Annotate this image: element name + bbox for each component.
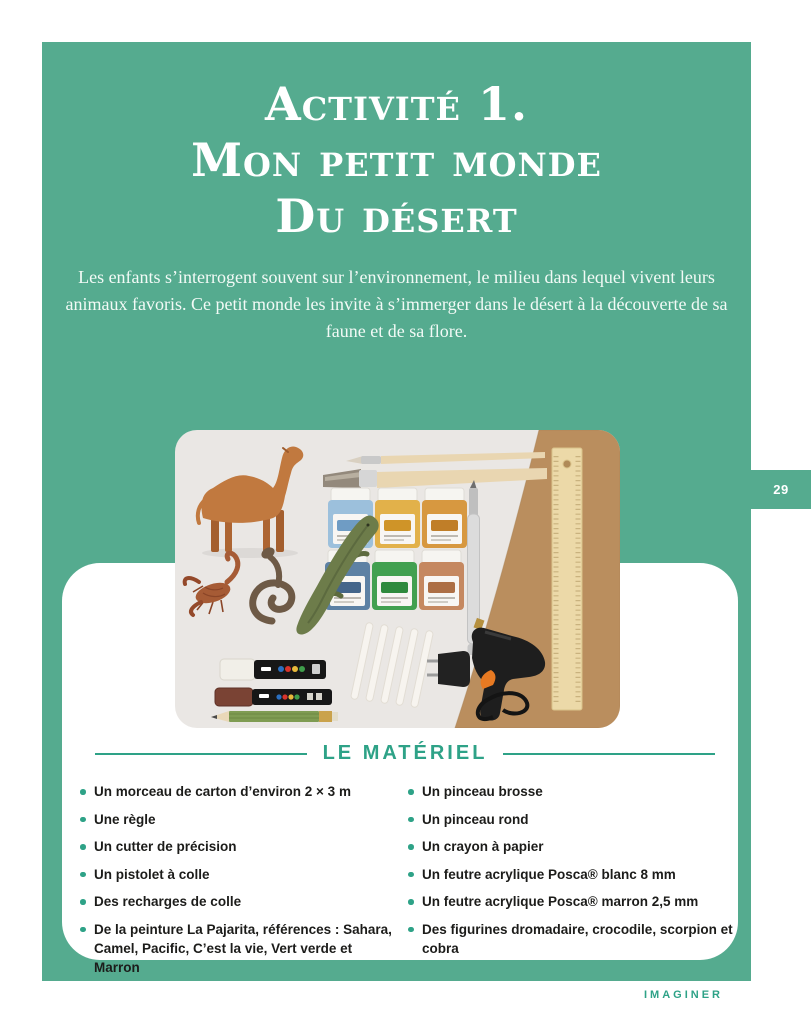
- paint-jar-yellow: [375, 488, 420, 548]
- page-title: [42, 76, 751, 244]
- materials-heading: LE MATÉRIEL: [322, 742, 488, 764]
- page-number: 29: [773, 482, 789, 497]
- materials-item: Un pinceau rond: [408, 810, 740, 829]
- materials-item: Un feutre acrylique Posca® blanc 8 mm: [408, 865, 740, 884]
- materials-item: Un morceau de carton d’environ 2 × 3 m: [80, 782, 394, 801]
- materials-item: Des figurines dromadaire, crocodile, scorpion et cobra: [408, 920, 740, 958]
- title-line-2: Mon petit monde: [191, 133, 602, 187]
- materials-item: Un pistolet à colle: [80, 865, 394, 884]
- materials-item: Une règle: [80, 810, 394, 829]
- materials-item: Un cutter de précision: [80, 837, 394, 856]
- materials-list-left: [80, 782, 394, 985]
- paint-jar-green: [372, 550, 417, 610]
- materials-item: Des recharges de colle: [80, 892, 394, 911]
- materials-heading-row: [95, 742, 715, 765]
- wooden-ruler: [552, 448, 582, 710]
- pencil: [211, 711, 338, 722]
- page-number-tab: [751, 470, 811, 509]
- paint-jar-amber: [422, 488, 467, 548]
- materials-list-right: [408, 782, 740, 966]
- posca-marker-white: [220, 659, 326, 680]
- materials-item: Un crayon à papier: [408, 837, 740, 856]
- section-label: IMAGINER: [644, 989, 723, 1001]
- heading-rule-right: [503, 753, 715, 755]
- materials-item: De la peinture La Pajarita, références : Sahara, Camel, Pacific, C’est la vie, Vert verde et Marron: [80, 920, 394, 977]
- paint-jar-terracotta: [419, 550, 464, 610]
- intro-text: Les enfants s’interrogent souvent sur l’environnement, le milieu dans lequel vivent leurs animaux favoris. Ce petit monde les invite à s’immerger dans le désert à la découverte de sa faune et de sa flore.: [65, 267, 728, 341]
- title-line-1: Activité 1.: [265, 77, 528, 131]
- materials-item: Un feutre acrylique Posca® marron 2,5 mm: [408, 892, 740, 911]
- materials-item: Un pinceau brosse: [408, 782, 740, 801]
- heading-rule-left: [95, 753, 307, 755]
- title-line-3: Du désert: [275, 189, 518, 243]
- posca-marker-brown: [215, 688, 332, 706]
- materials-photo: [175, 430, 620, 728]
- materials-photo-illustration: [175, 430, 620, 728]
